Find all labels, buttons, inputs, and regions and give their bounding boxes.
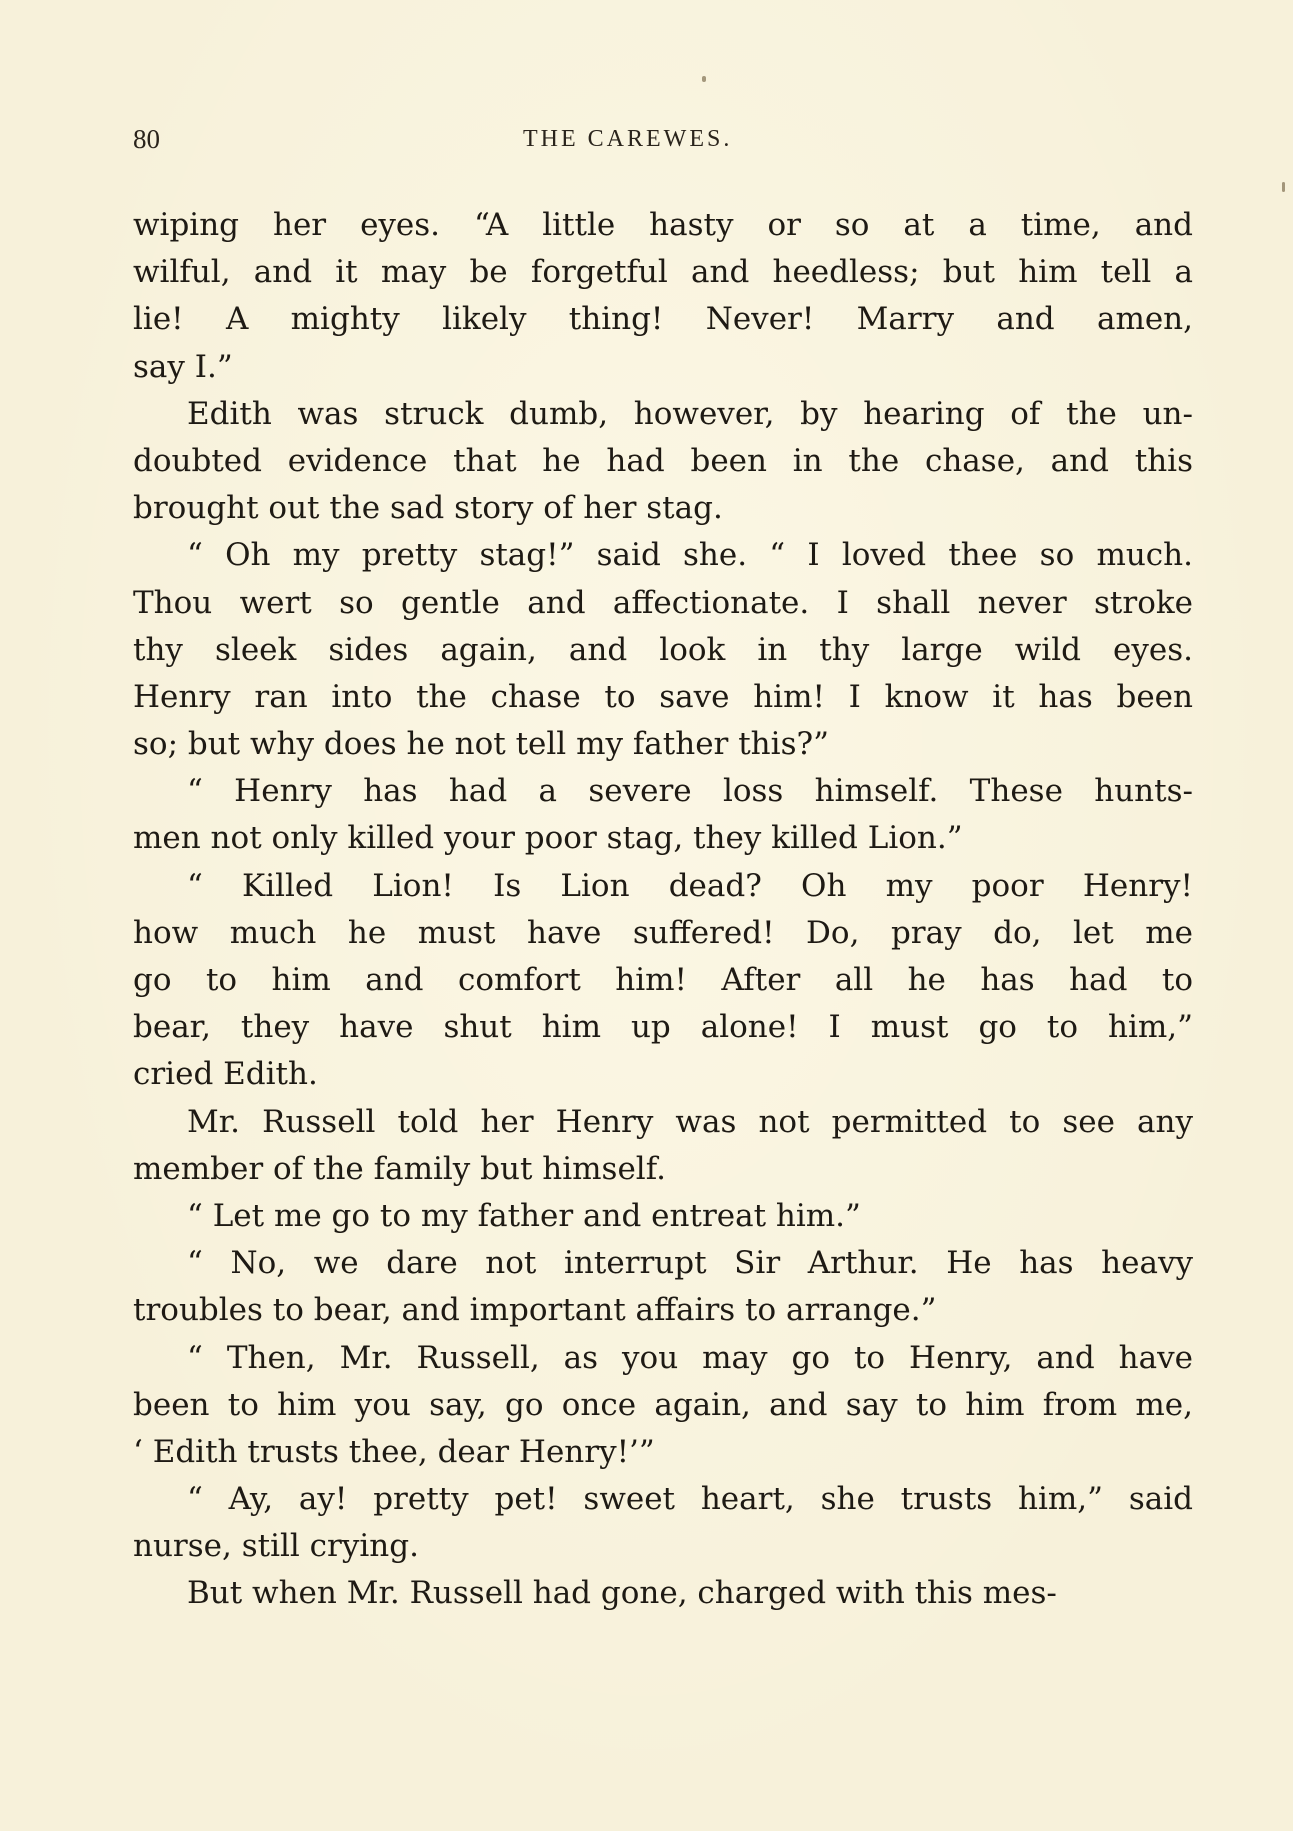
text-line: troubles to bear, and important affairs to arrange.”	[133, 1292, 937, 1329]
paper-speck	[702, 76, 706, 82]
text-line: lie! A mighty likely thing! Never! Marry and amen,	[133, 301, 1193, 338]
text-line: ‘ Edith trusts thee, dear Henry!’”	[133, 1433, 655, 1470]
text-line: But when Mr. Russell had gone, charged with this mes-	[187, 1575, 1057, 1612]
text-line: Henry ran into the chase to save him! I know it has been	[133, 678, 1193, 715]
text-line: “ Let me go to my father and entreat him.”	[187, 1197, 861, 1234]
text-line: wilful, and it may be forgetful and heedless; but him tell a	[133, 254, 1193, 291]
text-line: “ Killed Lion! Is Lion dead? Oh my poor Henry!	[187, 867, 1193, 904]
text-line: wiping her eyes. “A little hasty or so at a time, and	[133, 207, 1193, 243]
page-number: 80	[133, 124, 160, 154]
text-line: thy sleek sides again, and look in thy large wild eyes.	[133, 631, 1193, 668]
body-text	[133, 202, 1193, 1618]
text-line: been to him you say, go once again, and say to him from me,	[133, 1386, 1193, 1423]
text-line: Mr. Russell told her Henry was not permitted to see any	[187, 1103, 1193, 1140]
page-header	[133, 124, 1193, 164]
text-line: say I.”	[133, 348, 233, 385]
text-line: how much he must have suffered! Do, pray do, let me	[133, 914, 1193, 951]
paper-speck	[1282, 182, 1285, 192]
text-line: men not only killed your poor stag, they killed Lion.”	[133, 820, 963, 857]
text-line: “ Ay, ay! pretty pet! sweet heart, she trusts him,” said	[187, 1481, 1193, 1518]
text-line: so; but why does he not tell my father this?”	[133, 726, 829, 763]
text-line: go to him and comfort him! After all he has had to	[133, 962, 1193, 998]
text-line: member of the family but himself.	[133, 1150, 666, 1187]
text-line: “ Then, Mr. Russell, as you may go to Henry, and have	[187, 1339, 1193, 1376]
text-line: Thou wert so gentle and affectionate. I shall never stroke	[133, 584, 1193, 621]
text-line: nurse, still crying.	[133, 1528, 419, 1565]
text-line: bear, they have shut him up alone! I must go to him,”	[133, 1009, 1193, 1046]
text-line: doubted evidence that he had been in the chase, and this	[133, 442, 1193, 479]
running-title: THE CAREWES.	[523, 126, 733, 152]
text-line: Edith was struck dumb, however, by hearing of the un-	[187, 395, 1193, 432]
text-line: brought out the sad story of her stag.	[133, 490, 723, 527]
text-line: “ Oh my pretty stag!” said she. “ I loved thee so much.	[187, 537, 1193, 574]
text-line: “ Henry has had a severe loss himself. These hunts-	[187, 773, 1193, 810]
text-line: cried Edith.	[133, 1056, 318, 1093]
text-line: “ No, we dare not interrupt Sir Arthur. He has heavy	[187, 1245, 1193, 1282]
